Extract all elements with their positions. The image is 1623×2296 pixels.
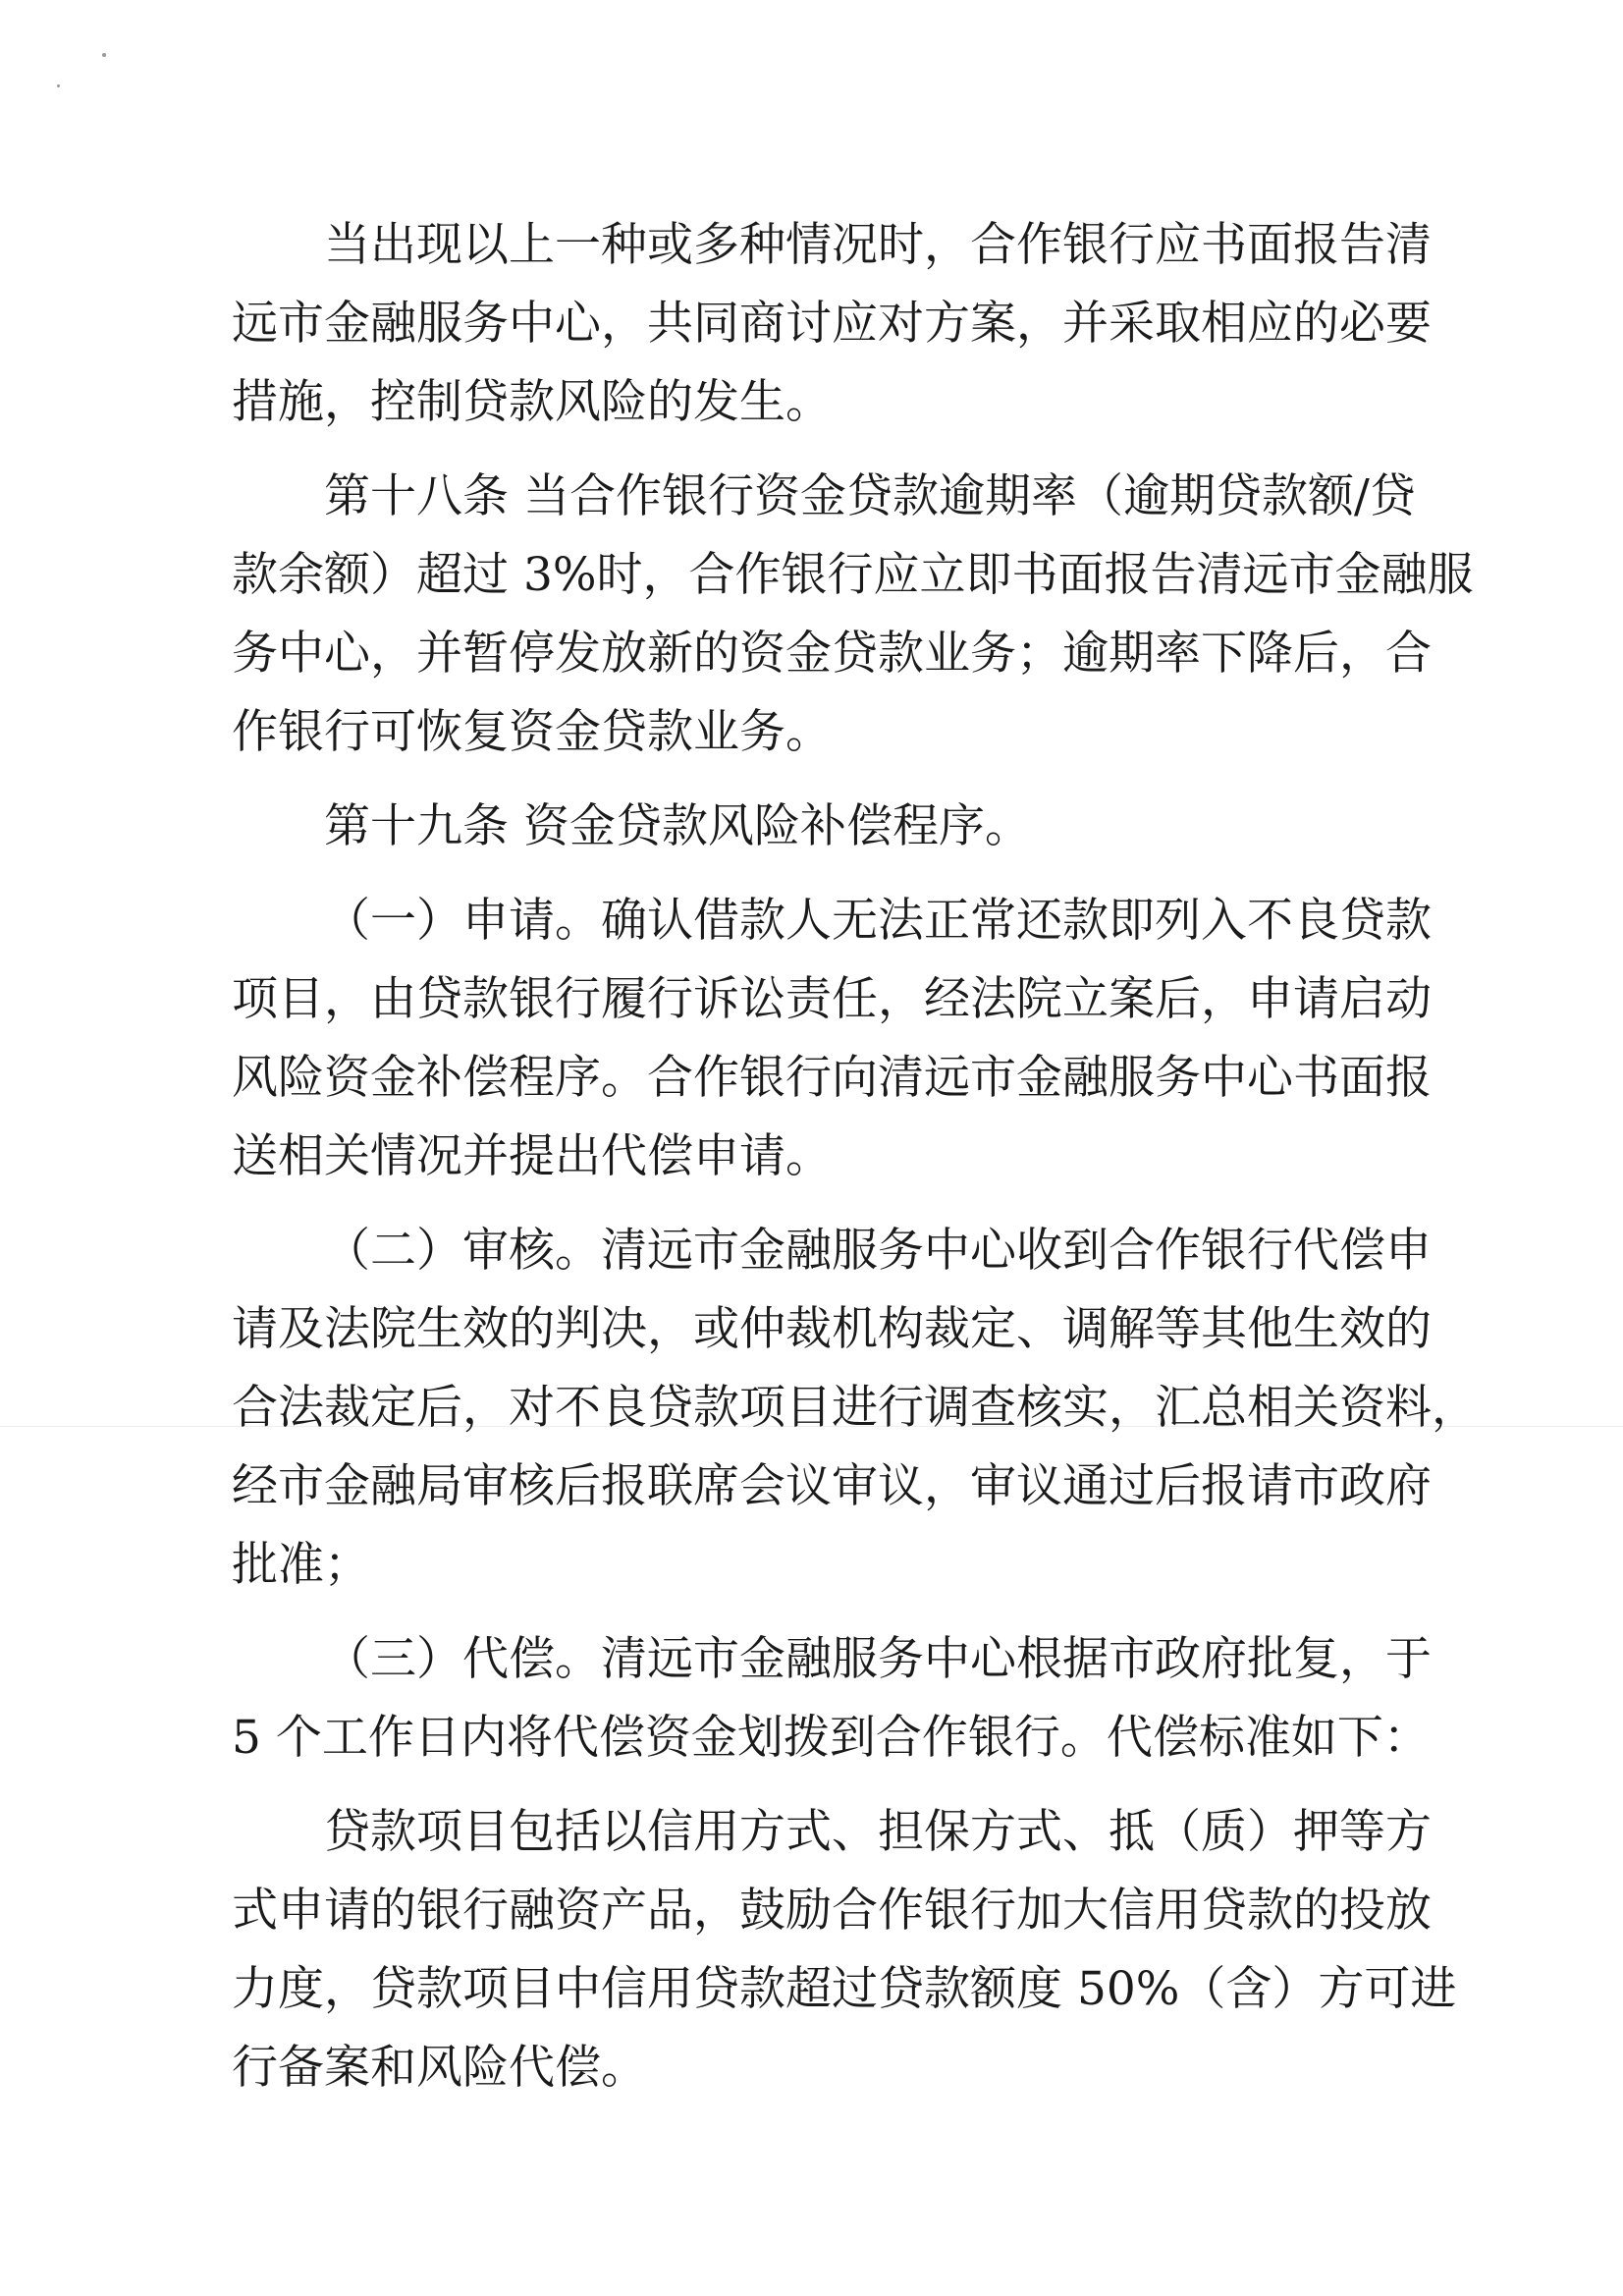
text-line: 行备案和风险代偿。 — [232, 2041, 647, 2095]
text-line: 力度，贷款项目中信用贷款超过贷款额度 50%（含）方可进 — [232, 1962, 1457, 2016]
text-line: 作银行可恢复资金贷款业务。 — [232, 705, 832, 759]
scan-speck — [57, 84, 60, 87]
text-line: 5 个工作日内将代偿资金划拨到合作银行。代偿标准如下： — [232, 1711, 1430, 1765]
text-line: 第十九条 资金贷款风险补偿程序。 — [324, 799, 1031, 853]
text-line: 当出现以上一种或多种情况时，合作银行应书面报告清 — [324, 218, 1432, 272]
text-line: 务中心，并暂停发放新的资金贷款业务；逾期率下降后，合 — [232, 627, 1432, 681]
text-line: 批准； — [232, 1538, 370, 1592]
article-18-paragraph — [232, 458, 1474, 772]
text-line: 合法裁定后，对不良贷款项目进行调查核实，汇总相关资料， — [232, 1381, 1478, 1435]
text-line: （二）审核。清远市金融服务中心收到合作银行代偿申 — [324, 1224, 1432, 1278]
text-line: 请及法院生效的判决，或仲裁机构裁定、调解等其他生效的 — [232, 1302, 1432, 1356]
compensation-standard-paragraph — [232, 1793, 1457, 2107]
text-line: 第十八条 当合作银行资金贷款逾期率（逾期贷款额/贷 — [324, 469, 1416, 523]
document-body — [232, 206, 1478, 2107]
item-review-paragraph — [232, 1212, 1478, 1605]
item-compensation-paragraph — [232, 1620, 1432, 1777]
text-line: 送相关情况并提出代偿申请。 — [232, 1129, 832, 1183]
text-line: 风险资金补偿程序。合作银行向清远市金融服务中心书面报 — [232, 1051, 1432, 1105]
scan-speck — [102, 53, 106, 57]
text-line: 措施，控制贷款风险的发生。 — [232, 375, 832, 429]
text-line: （一）申请。确认借款人无法正常还款即列入不良贷款 — [324, 894, 1432, 948]
text-line: 项目，由贷款银行履行诉讼责任，经法院立案后，申请启动 — [232, 972, 1432, 1026]
text-line: （三）代偿。清远市金融服务中心根据市政府批复，于 — [324, 1632, 1432, 1686]
text-line: 贷款项目包括以信用方式、担保方式、抵（质）押等方 — [324, 1805, 1432, 1859]
text-line: 款余额）超过 3%时，合作银行应立即书面报告清远市金融服 — [232, 548, 1474, 602]
paragraph — [232, 206, 1432, 442]
item-application-paragraph — [232, 882, 1432, 1196]
text-line: 经市金融局审核后报联席会议审议，审议通过后报请市政府 — [232, 1459, 1432, 1513]
text-line: 远市金融服务中心，共同商讨应对方案，并采取相应的必要 — [232, 297, 1432, 351]
text-line: 式申请的银行融资产品，鼓励合作银行加大信用贷款的投放 — [232, 1884, 1432, 1938]
article-19-paragraph — [232, 788, 1361, 866]
